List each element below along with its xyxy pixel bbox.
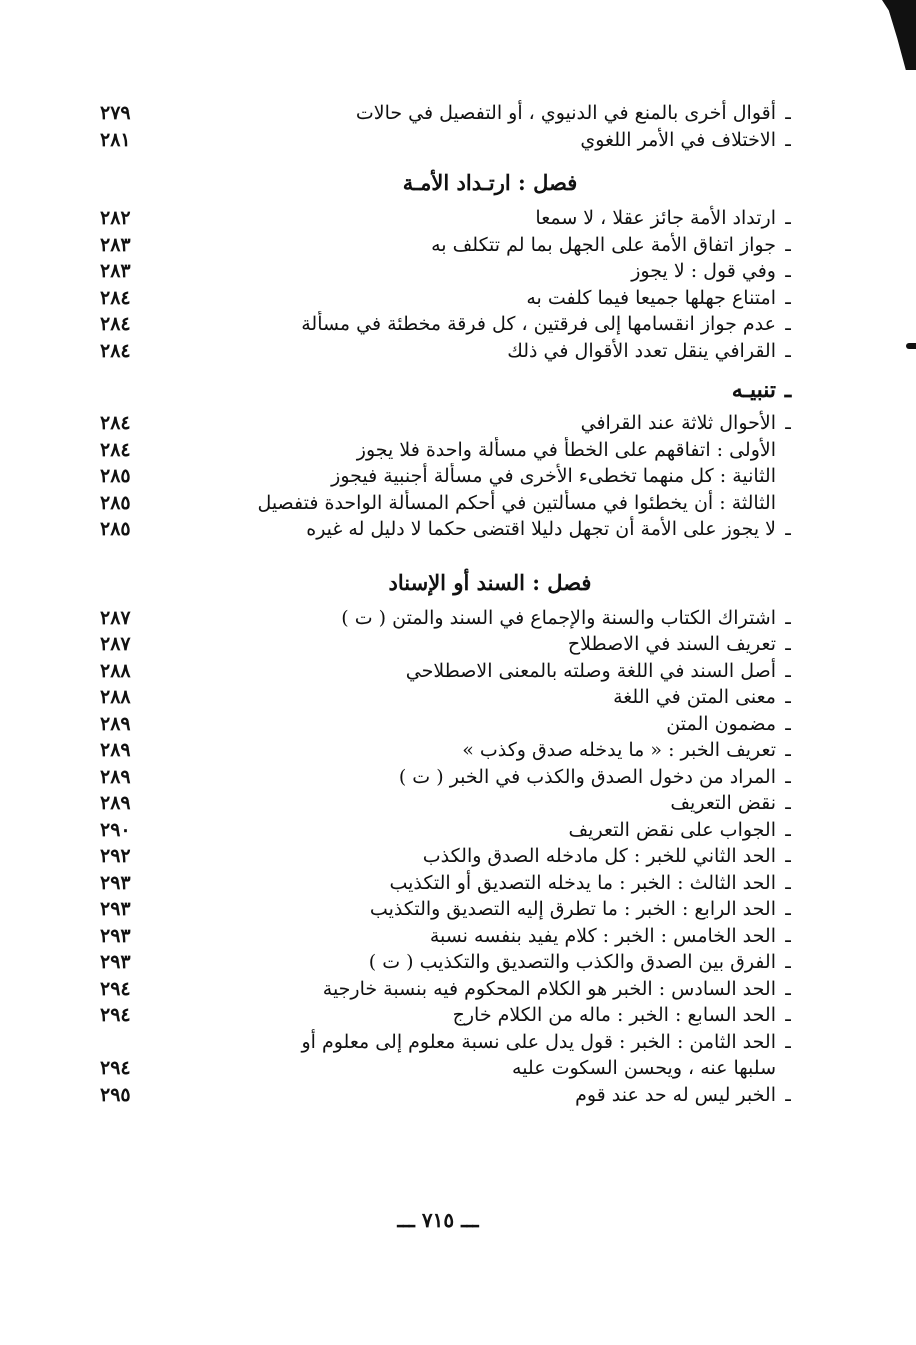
entry-page-number: ٢٨٩: [100, 765, 131, 788]
table-of-contents: [100, 100, 800, 1108]
entry-page-number: ٢٩٣: [100, 898, 131, 920]
entry-dash: ـ: [785, 818, 791, 841]
page-number: ـــ ٧١٥ ـــ: [397, 1208, 479, 1232]
entry-dash: ـ: [785, 233, 791, 256]
entry-page-number: ٢٨٤: [100, 438, 131, 461]
entry-text: عدم جواز انقسامها إلى فرقتين ، كل فرقة مخطئة في مسألة: [301, 313, 776, 335]
toc-entry: [100, 232, 800, 259]
entry-page-number: ٢٩٣: [100, 951, 131, 973]
entry-text: الاختلاف في الأمر اللغوي: [580, 128, 776, 151]
entry-page-number: ٢٨١: [100, 128, 131, 151]
toc-entry: [100, 490, 800, 517]
entry-text: تعريف السند في الاصطلاح: [567, 633, 776, 655]
entry-page-number: ٢٩٥: [100, 1083, 131, 1106]
entry-dash: ـ: [785, 102, 791, 124]
entry-dash: ـ: [785, 518, 791, 540]
toc-entry: [100, 516, 800, 543]
entry-text: الأولى : اتفاقهم على الخطأ في مسألة واحدة فلا يجوز: [356, 438, 776, 461]
toc-entry: [100, 258, 800, 285]
entry-dash: ـ: [785, 845, 791, 867]
entry-dash: ـ: [785, 898, 791, 920]
entry-dash: ـ: [785, 260, 791, 282]
toc-entry: [100, 764, 800, 791]
entry-text: الثالثة : أن يخطئوا في مسألتين في أحكم المسألة الواحدة فتفصيل: [257, 491, 776, 514]
toc-entry: [100, 437, 800, 464]
entry-dash: ـ: [785, 765, 791, 788]
toc-group-a: [100, 100, 800, 153]
entry-page-number: ٢٨٣: [100, 260, 131, 282]
entry-dash: ـ: [785, 686, 791, 708]
entry-page-number: ٢٨٣: [100, 233, 131, 256]
entry-text: لا يجوز على الأمة أن تجهل دليلا اقتضى حكما لا دليل له غيره: [306, 518, 776, 540]
tanbih-dash: ـ: [784, 377, 792, 403]
entry-page-number: ٢٨٤: [100, 286, 131, 309]
entry-dash: ـ: [785, 128, 791, 151]
entry-dash: ـ: [785, 1083, 791, 1106]
toc-group-b: [100, 205, 800, 364]
entry-text: الحد الثالث : الخبر : ما يدخله التصديق أو التكذيب: [389, 871, 776, 894]
toc-entry: [100, 1055, 800, 1082]
toc-entry: [100, 605, 800, 632]
toc-entry: [100, 711, 800, 738]
toc-entry: [100, 870, 800, 897]
entry-page-number: ٢٨٢: [100, 207, 131, 229]
toc-entry: [100, 1029, 800, 1056]
tanbih-heading: [100, 370, 800, 410]
entry-dash: ـ: [785, 339, 791, 362]
entry-text: المراد من دخول الصدق والكذب في الخبر ( ت ): [398, 765, 776, 788]
toc-entry: [100, 817, 800, 844]
toc-entry: [100, 338, 800, 365]
entry-text: الفرق بين الصدق والكذب والتصديق والتكذيب ( ت ): [368, 951, 776, 973]
entry-dash: ـ: [785, 286, 791, 309]
entry-page-number: ٢٨٤: [100, 339, 131, 362]
entry-dash: ـ: [785, 606, 791, 629]
entry-dash: ـ: [785, 207, 791, 229]
entry-text: جواز اتفاق الأمة على الجهل بما لم تتكلف به: [431, 233, 776, 256]
toc-entry: [100, 684, 800, 711]
entry-text: أصل السند في اللغة وصلته بالمعنى الاصطلاحي: [405, 659, 776, 682]
entry-text: وفي قول : لا يجوز: [631, 260, 776, 282]
entry-page-number: ٢٨٩: [100, 712, 131, 735]
entry-text: الثانية : كل منهما تخطىء الأخرى في مسألة أجنبية فيجوز: [331, 465, 776, 487]
entry-text: ارتداد الأمة جائز عقلا ، لا سمعا: [535, 207, 776, 229]
entry-text: الحد الثاني للخبر : كل مادخله الصدق والكذب: [422, 845, 776, 867]
toc-entry: [100, 631, 800, 658]
toc-entry: [100, 100, 800, 127]
entry-dash: ـ: [785, 633, 791, 655]
entry-dash: ـ: [785, 712, 791, 735]
entry-page-number: ٢٨٥: [100, 518, 131, 540]
entry-page-number: ٢٨٧: [100, 606, 131, 629]
toc-group-c: [100, 410, 800, 543]
tanbih-label: تنبيـه: [731, 377, 776, 403]
entry-text: الأحوال ثلاثة عند القرافي: [580, 412, 776, 434]
entry-dash: ـ: [785, 1030, 791, 1053]
scan-corner-mark: [882, 0, 916, 70]
entry-text: سلبها عنه ، ويحسن السكوت عليه: [512, 1057, 776, 1079]
section-heading-sanad: فصل : السند أو الإسناد: [388, 569, 592, 595]
entry-page-number: ٢٩٣: [100, 924, 131, 947]
entry-text: اشتراك الكتاب والسنة والإجماع في السند والمتن ( ت ): [341, 606, 776, 629]
toc-entry: [100, 205, 800, 232]
toc-entry: [100, 896, 800, 923]
toc-entry: [100, 311, 800, 338]
entry-page-number: ٢٨٩: [100, 739, 131, 761]
entry-dash: ـ: [785, 412, 791, 434]
entry-text: أقوال أخرى بالمنع في الدنيوي ، أو التفصيل في حالات: [355, 102, 776, 124]
entry-text: الجواب على نقض التعريف: [568, 818, 776, 841]
entry-page-number: ٢٨٨: [100, 686, 131, 708]
toc-entry: [100, 1082, 800, 1109]
entry-text: الخبر ليس له حد عند قوم: [575, 1083, 776, 1106]
entry-page-number: ٢٨٩: [100, 792, 131, 814]
entry-dash: ـ: [785, 739, 791, 761]
entry-dash: ـ: [785, 792, 791, 814]
toc-entry: [100, 843, 800, 870]
toc-entry: [100, 737, 800, 764]
entry-dash: ـ: [785, 313, 791, 335]
toc-entry: [100, 1002, 800, 1029]
toc-entry: [100, 285, 800, 312]
entry-text: مضمون المتن: [666, 712, 776, 735]
entry-page-number: ٢٩٤: [100, 1057, 131, 1079]
entry-page-number: ٢٨٥: [100, 465, 131, 487]
entry-text: تعريف الخبر : « ما يدخله صدق وكذب »: [462, 739, 776, 761]
toc-entry: [100, 127, 800, 154]
entry-page-number: ٢٧٩: [100, 102, 131, 124]
toc-entry: [100, 410, 800, 437]
entry-page-number: ٢٨٨: [100, 659, 131, 682]
toc-entry: [100, 790, 800, 817]
entry-page-number: ٢٩٢: [100, 845, 131, 867]
entry-text: معنى المتن في اللغة: [613, 686, 776, 708]
entry-page-number: ٢٩٣: [100, 871, 131, 894]
entry-dash: ـ: [785, 1004, 791, 1026]
toc-group-d: [100, 605, 800, 1109]
entry-page-number: ٢٩٤: [100, 1004, 131, 1026]
entry-text: الحد السابع : الخبر : ماله من الكلام خارج: [452, 1004, 776, 1026]
entry-page-number: ٢٨٤: [100, 313, 131, 335]
toc-entry: [100, 976, 800, 1003]
entry-dash: ـ: [785, 951, 791, 973]
entry-text: القرافي ينقل تعدد الأقوال في ذلك: [507, 339, 776, 362]
entry-text: الحد الثامن : الخبر : قول يدل على نسبة معلوم إلى معلوم أو: [301, 1030, 776, 1053]
toc-entry: [100, 949, 800, 976]
entry-text: الحد السادس : الخبر هو الكلام المحكوم فيه بنسبة خارجية: [322, 977, 776, 1000]
toc-entry: [100, 658, 800, 685]
entry-page-number: ٢٨٧: [100, 633, 131, 655]
entry-text: الحد الخامس : الخبر : كلام يفيد بنفسه نسبة: [429, 924, 776, 947]
toc-entry: [100, 463, 800, 490]
entry-dash: ـ: [785, 977, 791, 1000]
toc-entry: [100, 923, 800, 950]
entry-page-number: ٢٨٤: [100, 412, 131, 434]
entry-dash: ـ: [785, 924, 791, 947]
scan-edge-mark: [906, 343, 916, 349]
entry-page-number: ٢٨٥: [100, 491, 131, 514]
entry-dash: ـ: [785, 871, 791, 894]
section-heading-irtidad: فصل : ارتـداد الأمـة: [402, 170, 578, 195]
entry-text: نقض التعريف: [670, 792, 776, 814]
entry-page-number: ٢٩٤: [100, 977, 131, 1000]
entry-text: الحد الرابع : الخبر : ما تطرق إليه التصديق والتكذيب: [369, 898, 776, 920]
entry-dash: ـ: [785, 659, 791, 682]
entry-page-number: ٢٩٠: [100, 818, 131, 841]
entry-text: امتناع جهلها جميعا فيما كلفت به: [526, 286, 776, 309]
